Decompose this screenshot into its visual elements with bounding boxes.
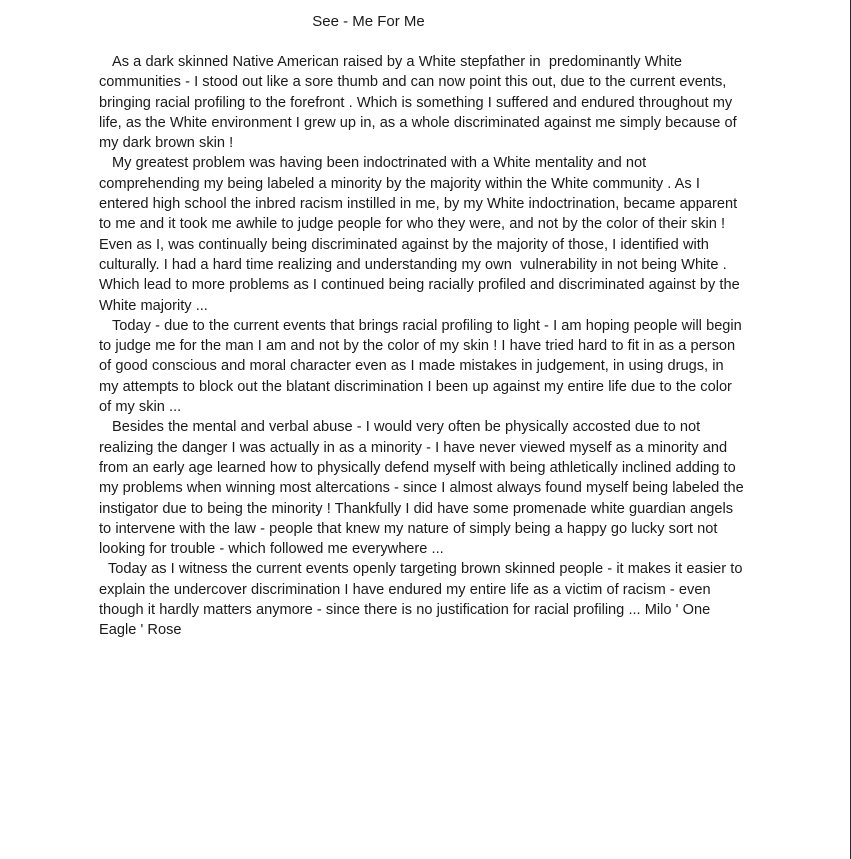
paragraph-1: As a dark skinned Native American raised by a White stepfather in predominantly White communities - I stood out like a sore thumb and can now point this out, due to the current events, bringing racial profiling to the forefront . Which is something I suffered and endured throughout my life, as the White environment I grew up in, as a whole discriminated against me simply because of my dark brown skin ! bbox=[99, 54, 741, 152]
page-title: See - Me For Me bbox=[312, 13, 425, 30]
paragraph-3: Today - due to the current events that brings racial profiling to light - I am hoping people will begin to judge me for the man I am and not by the color of my skin ! I have tried hard to fit in as a person of good conscious and moral character even as I made mistakes in judgement, in using drugs, in my attempts to block out the blatant discrimination I been up against my entire life due to the color of my skin ... bbox=[99, 317, 746, 416]
paragraph-2: My greatest problem was having been indoctrinated with a White mentality and not comprehending my being labeled a minority by the majority within the White community . As I entered high school the inbred racism instilled in me, by my White indoctrination, became apparent to me and it took me awhile to judge people for who they were, and not by the color of their skin ! Even as I, was continually being discriminated against by the majority of those, I identified with culturally. I had a hard time realizing and understanding my own vulnerability in not being White . Which lead to more problems as I continued being racially profiled and discriminated against by the White majority ... bbox=[99, 155, 744, 314]
paragraph-5-with-signature: Today as I witness the current events openly targeting brown skinned people - it makes it easier to explain the undercover discrimination I have endured my entire life as a victim of racism - even though it hardly matters anymore - since there is no justification for racial profiling ... Milo ' One Eagle ' Rose bbox=[99, 561, 747, 639]
paragraph-4: Besides the mental and verbal abuse - I would very often be physically accosted due to not realizing the danger I was actually in as a minority - I have never viewed myself as a minority and from an early age learned how to physically defend myself with being athletically inclined adding to my problems when winning most altercations - since I almost always found myself being labeled the instigator due to being the minority ! Thankfully I did have some promenade white guardian angels to intervene with the law - people that knew my nature of simply being a happy go lucky sort not looking for trouble - which followed me everywhere ... bbox=[99, 419, 748, 558]
document-body bbox=[99, 52, 748, 641]
